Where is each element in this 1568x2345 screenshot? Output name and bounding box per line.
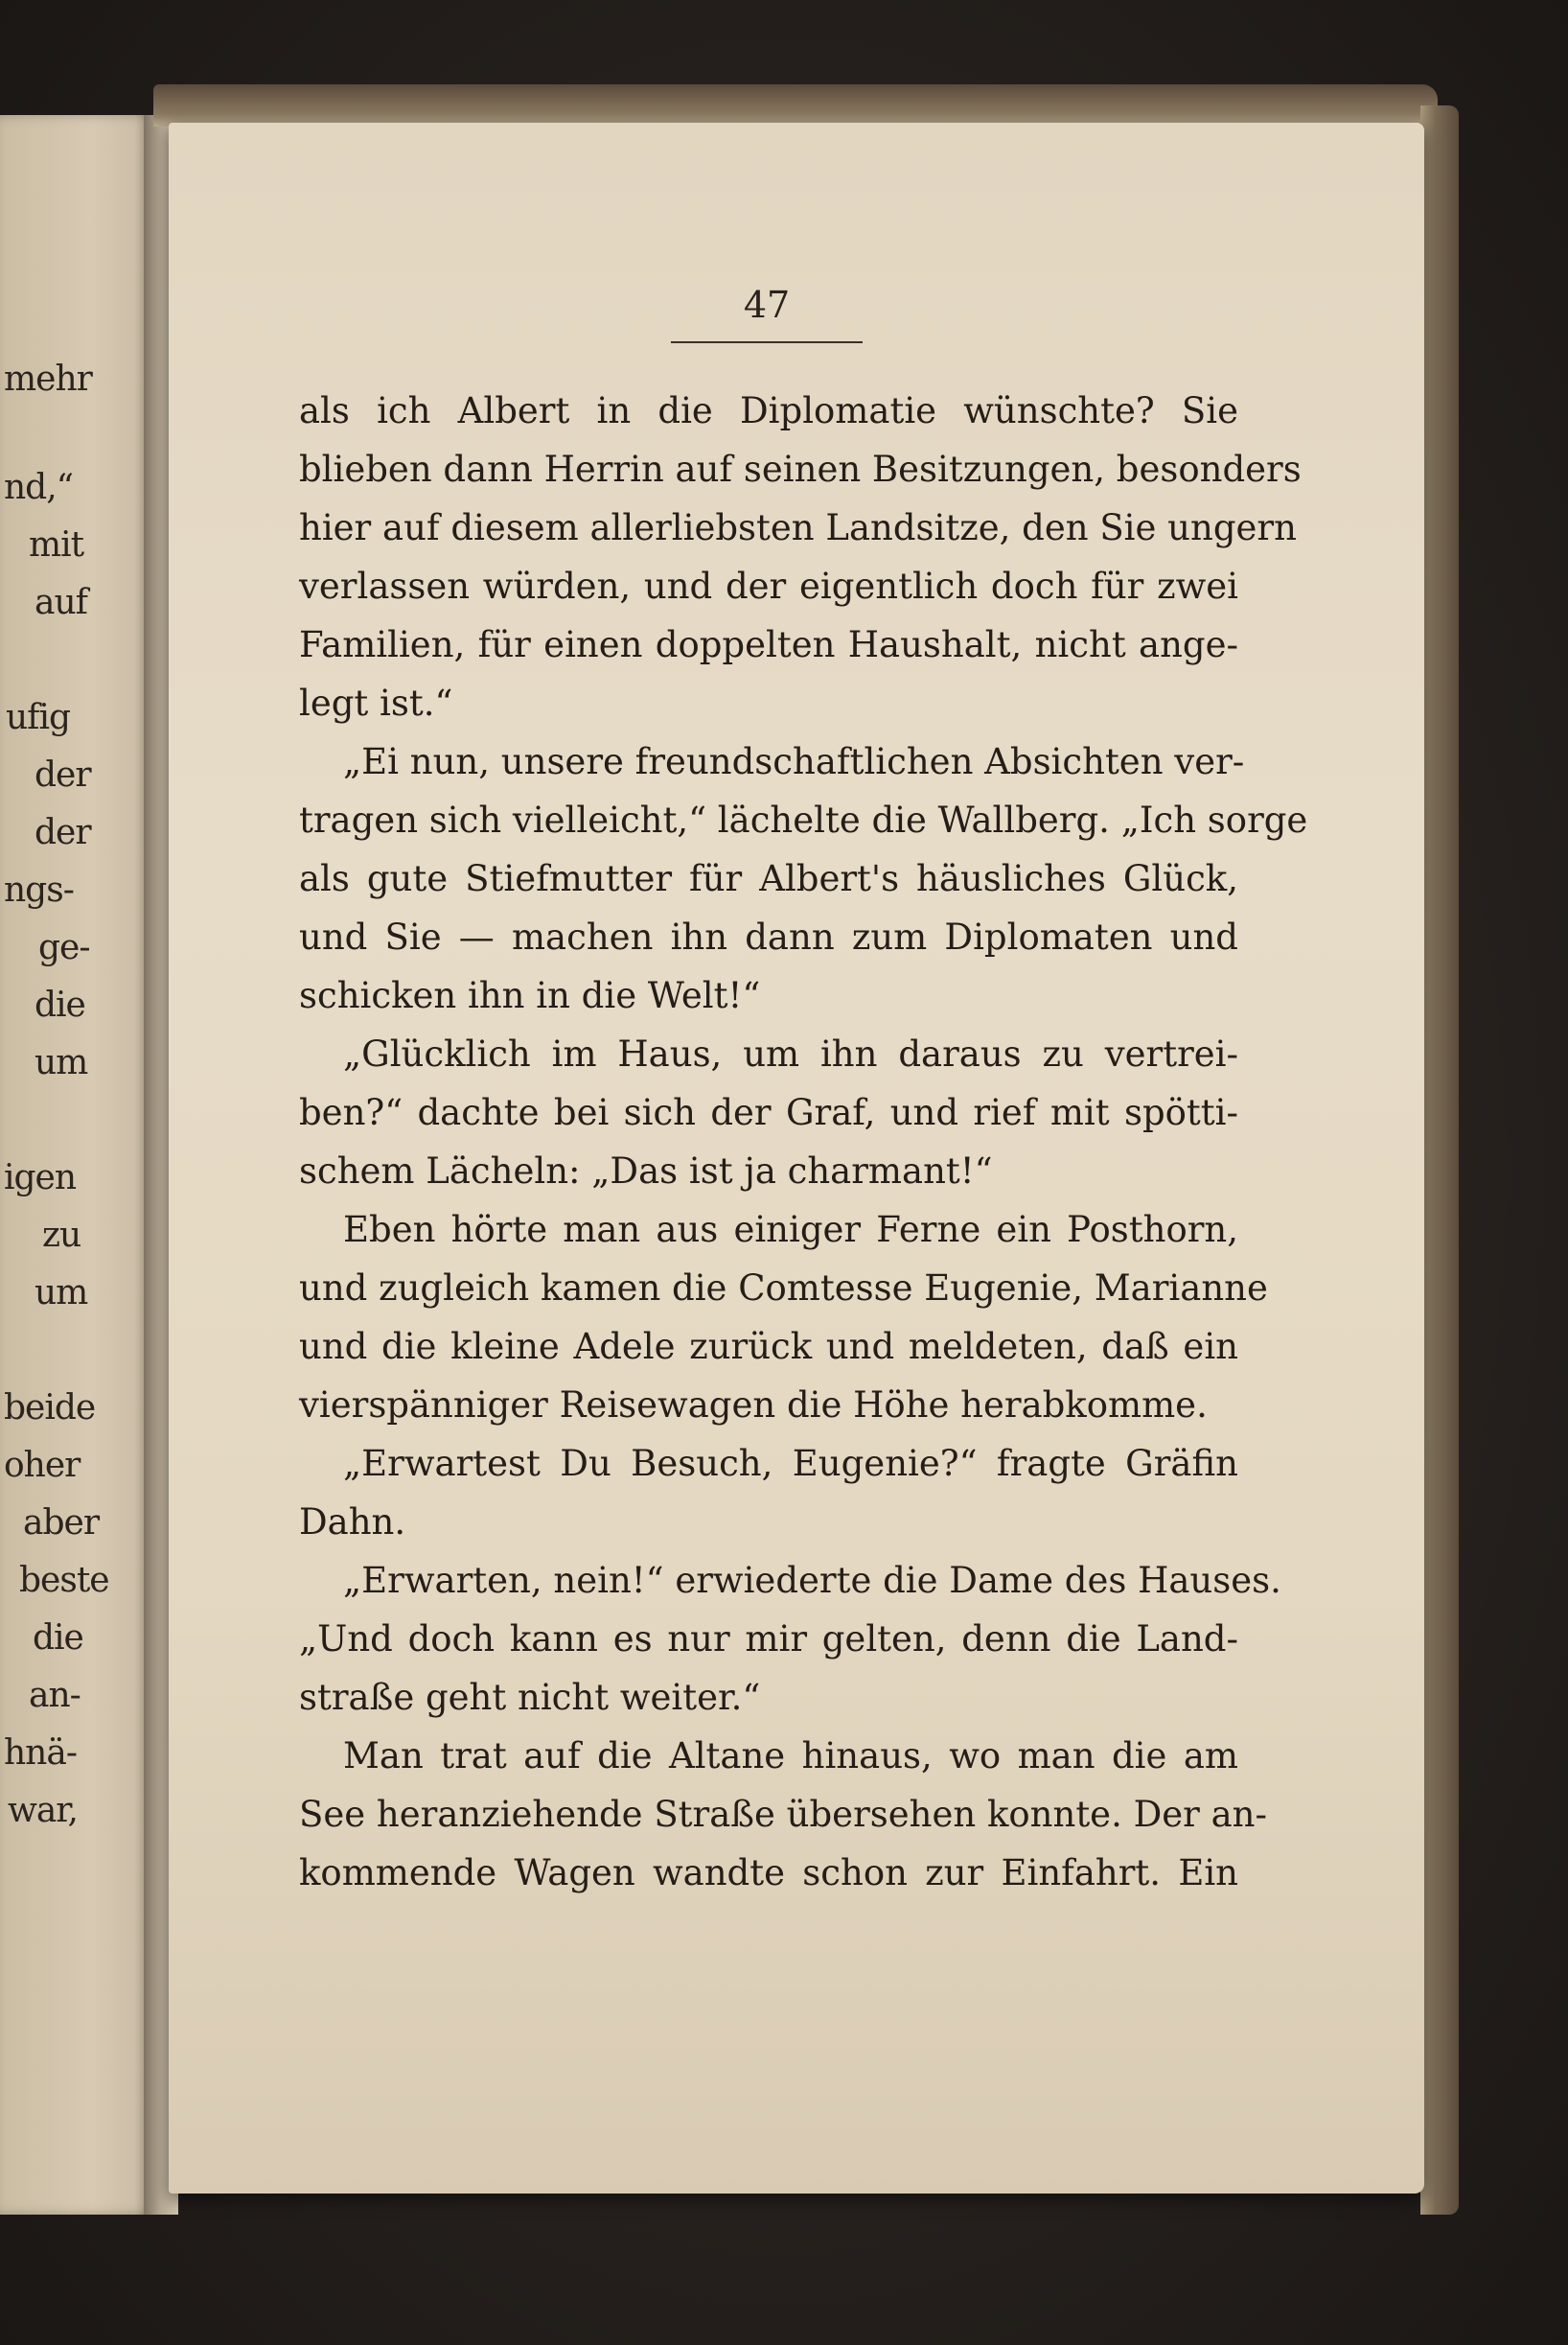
left-page-fragment: um: [35, 1272, 88, 1312]
text-line: tragen sich vielleicht,“ lächelte die Wallberg. „Ich sorge: [299, 800, 1308, 841]
left-page-fragment: beide: [4, 1387, 96, 1428]
left-page-fragment: der: [35, 755, 91, 795]
page-number-rule: [671, 341, 863, 343]
left-page-fragment: an-: [29, 1675, 81, 1715]
text-line: Familien, für einen doppelten Haushalt, nicht ange-: [299, 624, 1238, 665]
text-line: „Glücklich im Haus, um ihn daraus zu vertrei-: [343, 1033, 1238, 1075]
page-edges: [1420, 105, 1459, 2215]
left-page-fragment: ufig: [6, 697, 71, 737]
text-line: und die kleine Adele zurück und meldeten, daß ein: [299, 1326, 1238, 1367]
text-line: als ich Albert in die Diplomatie wünschte? Sie: [299, 390, 1238, 431]
text-line: Eben hörte man aus einiger Ferne ein Posthorn,: [343, 1209, 1238, 1250]
left-page-fragment: auf: [35, 582, 87, 622]
text-line: und zugleich kamen die Comtesse Eugenie, Marianne: [299, 1267, 1268, 1309]
text-line: als gute Stiefmutter für Albert's häusliches Glück,: [299, 858, 1238, 899]
left-page-fragment: die: [35, 985, 85, 1025]
left-page-fragment: der: [35, 812, 91, 852]
left-page-fragment: beste: [19, 1560, 109, 1600]
left-page-fragment: die: [33, 1617, 83, 1658]
text-line: kommende Wagen wandte schon zur Einfahrt. Ein: [299, 1852, 1238, 1893]
text-line: blieben dann Herrin auf seinen Besitzungen, besonders: [299, 449, 1302, 490]
left-page-fragment: war,: [8, 1790, 78, 1830]
left-page-fragment: nd,“: [4, 467, 74, 507]
text-line: hier auf diesem allerliebsten Landsitze, den Sie ungern: [299, 507, 1297, 548]
text-line: „Erwarten, nein!“ erwiederte die Dame des Hauses.: [343, 1560, 1281, 1601]
left-page-fragment: mit: [29, 524, 84, 565]
text-line: legt ist.“: [299, 683, 453, 724]
text-line: schicken ihn in die Welt!“: [299, 975, 761, 1016]
text-line: straße geht nicht weiter.“: [299, 1677, 761, 1718]
text-line: „Ei nun, unsere freundschaftlichen Absichten ver-: [343, 741, 1245, 782]
left-page-fragment: ngs-: [4, 870, 74, 910]
text-line: vierspänniger Reisewagen die Höhe herabkomme.: [299, 1384, 1208, 1426]
book-cover-edge: [153, 84, 1438, 127]
text-line: schem Lächeln: „Das ist ja charmant!“: [299, 1150, 993, 1192]
left-page-fragment: mehr: [4, 360, 92, 399]
left-page-fragment: ge-: [38, 927, 90, 967]
left-page-fragment: igen: [4, 1157, 77, 1197]
left-page-fragment: oher: [4, 1445, 81, 1485]
page-number: 47: [743, 284, 791, 326]
text-line: Dahn.: [299, 1501, 406, 1543]
text-line: „Und doch kann es nur mir gelten, denn die Land-: [299, 1618, 1238, 1660]
left-page-fragment: um: [35, 1042, 88, 1082]
left-page-fragment: hnä-: [4, 1732, 77, 1773]
left-page-fragment: aber: [23, 1502, 100, 1543]
text-line: verlassen würden, und der eigentlich doch für zwei: [299, 566, 1238, 607]
left-page-fragment: zu: [42, 1215, 81, 1255]
text-line: „Erwartest Du Besuch, Eugenie?“ fragte Gräfin: [343, 1443, 1238, 1484]
text-line: Man trat auf die Altane hinaus, wo man die am: [343, 1735, 1238, 1776]
text-line: ben?“ dachte bei sich der Graf, und rief mit spötti-: [299, 1092, 1238, 1133]
left-page: [0, 115, 153, 2215]
text-line: und Sie — machen ihn dann zum Diplomaten und: [299, 917, 1238, 958]
text-line: See heranziehende Straße übersehen konnte. Der an-: [299, 1794, 1268, 1835]
body-text: [299, 382, 1308, 1902]
